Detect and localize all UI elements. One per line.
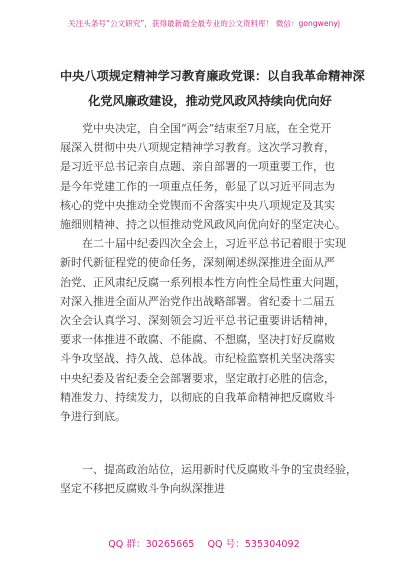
text-line: 次全会认真学习、深刻领会习近平总书记重要讲话精神，: [60, 314, 335, 328]
text-line: 展深入贯彻中央八项规定精神学习教育。这次学习教育，: [60, 141, 335, 155]
footer-contact: [0, 536, 408, 550]
text-line: 核心的党中央推动全党锲而不舍落实中央八项规定及其实: [60, 198, 335, 212]
text-line: 精准发力、持续发力，以彻底的自我革命精神把反腐败斗: [60, 390, 335, 404]
text-line: 坚定不移把反腐败斗争向纵深推进: [60, 482, 225, 496]
document-body: [60, 119, 360, 499]
title-line: 化党风廉政建设，推动党风政风持续向优向好: [88, 94, 332, 108]
text-line: 是习近平总书记亲自点题、亲自部署的一项重要工作，也: [60, 160, 335, 174]
paragraph: [60, 119, 360, 234]
text-line: 施细则精神、持之以恒推动党风政风向优向好的坚定决心。: [60, 218, 346, 232]
text-line: 一、提高政治站位，运用新时代反腐败斗争的宝贵经验，: [60, 463, 357, 477]
qq-number-link[interactable]: QQ 号：535304092: [207, 539, 300, 550]
header-banner[interactable]: 关注头条号“公文研究”，获得最新最全最专业的公文资料库！ 微信：gongwenyj: [68, 19, 340, 28]
text-line: 在二十届中纪委四次全会上，习近平总书记着眼于实现: [60, 237, 346, 251]
text-line: 治党、正风肃纪反腐一系列根本性方向性全局性重大问题，: [60, 275, 346, 289]
paragraph: [60, 234, 360, 426]
text-line: 是今年党建工作的一项重点任务，彰显了以习近平同志为: [60, 179, 335, 193]
document-title: [60, 64, 365, 114]
section-heading: [60, 460, 360, 498]
text-line: 新时代新征程党的使命任务，深刻阐述纵深推进全面从严: [60, 256, 335, 270]
qq-group-link[interactable]: QQ 群：30265665: [108, 539, 195, 550]
text-line: 党中央决定，自全国“两会”结束至7月底，在全党开: [60, 122, 332, 135]
text-line: 斗争攻坚战、持久战、总体战。市纪检监察机关坚决落实: [60, 352, 335, 366]
text-line: 争进行到底。: [60, 410, 126, 424]
text-line: 对深入推进全面从严治党作出战略部署。省纪委十二届五: [60, 294, 335, 308]
text-line: 中央纪委及省纪委全会部署要求，坚定敢打必胜的信念，: [60, 371, 335, 385]
text-line: 要求一体推进不敢腐、不能腐、不想腐，坚决打好反腐败: [60, 333, 335, 347]
title-line: 中央八项规定精神学习教育廉政党课：以自我革命精神深: [60, 69, 365, 83]
